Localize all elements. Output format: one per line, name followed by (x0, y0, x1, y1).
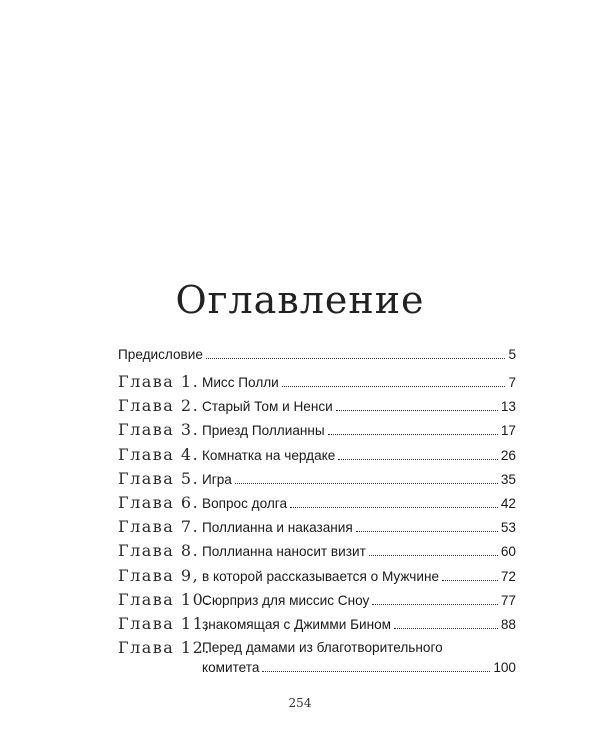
toc-entry-title: в которой рассказывается о Мужчине (202, 568, 440, 584)
toc-page-number: 17 (500, 423, 516, 439)
chapter-label: Глава 12. (118, 638, 211, 658)
chapter-label: Глава 8. (118, 541, 200, 561)
toc-entry-title: Комнатка на чердаке (202, 447, 336, 463)
dot-leader (262, 671, 490, 672)
dot-leader (372, 604, 498, 605)
chapter-label: Глава 11, (118, 613, 211, 633)
toc-entry-title: Игра (202, 471, 232, 487)
toc-entry-title: Приезд Поллианны (202, 423, 325, 439)
toc-entry-chapter-1[interactable] (118, 372, 516, 396)
toc-entry-chapter-9[interactable] (118, 566, 516, 590)
toc-page-number: 26 (500, 447, 516, 463)
toc-entry-title: Поллианна наносит визит (202, 544, 366, 560)
dot-leader (442, 580, 498, 581)
toc-entry-chapter-8[interactable] (118, 541, 516, 565)
toc-entry-preface[interactable] (118, 347, 516, 372)
toc-entry-title: Предисловие (118, 347, 203, 362)
dot-leader (235, 483, 498, 484)
toc-entry-chapter-7[interactable] (118, 517, 516, 541)
dot-leader (338, 459, 498, 460)
toc-entry-title: знакомящая с Джимми Бином (202, 616, 392, 632)
toc-entry-chapter-11[interactable] (118, 614, 516, 638)
toc-page-number: 13 (500, 399, 516, 415)
chapter-label: Глава 9, (118, 565, 200, 585)
toc-page-number: 42 (500, 495, 516, 511)
toc-entry-chapter-2[interactable] (118, 396, 516, 420)
toc-entry-chapter-10[interactable] (118, 590, 516, 614)
toc-page-number: 7 (508, 375, 516, 390)
page-title: Оглавление (175, 278, 425, 322)
dot-leader (336, 410, 498, 411)
toc-page-number: 88 (500, 616, 516, 632)
chapter-label: Глава 3. (118, 420, 200, 440)
dot-leader (328, 434, 498, 435)
chapter-label: Глава 5. (118, 468, 200, 488)
toc-entry-title: Мисс Полли (202, 375, 279, 390)
chapter-label: Глава 10. (118, 589, 211, 609)
toc-entry-chapter-6[interactable] (118, 493, 516, 517)
toc-entry-chapter-5[interactable] (118, 469, 516, 493)
dot-leader (206, 358, 506, 359)
chapter-label: Глава 2. (118, 396, 200, 416)
toc-entry-title: Поллианна и наказания (202, 520, 353, 536)
toc-entry-title-continued: комитета (202, 660, 260, 676)
toc-entry-title: Перед дамами из благотворительного (202, 640, 443, 656)
dot-leader (290, 507, 498, 508)
dot-leader (394, 628, 498, 629)
toc-page-number: 100 (493, 660, 516, 676)
chapter-label: Глава 1. (118, 372, 200, 391)
toc-entry-chapter-4[interactable] (118, 445, 516, 469)
toc-page-number: 35 (500, 471, 516, 487)
chapter-label: Глава 4. (118, 444, 200, 464)
toc-page-number: 72 (500, 568, 516, 584)
toc-entry-title: Сюрприз для миссис Сноу (202, 592, 370, 608)
dot-leader (356, 531, 498, 532)
dot-leader (282, 386, 506, 387)
toc-page-number: 53 (500, 520, 516, 536)
toc-entry-chapter-12[interactable] (118, 638, 516, 678)
dot-leader (369, 555, 498, 556)
chapter-label: Глава 6. (118, 492, 200, 512)
toc-entry-title: Старый Том и Ненси (202, 399, 333, 415)
toc-entry-chapter-3[interactable] (118, 420, 516, 444)
toc-page-number: 77 (500, 592, 516, 608)
table-of-contents (118, 347, 516, 678)
toc-page-number: 5 (508, 347, 516, 362)
toc-entry-title: Вопрос долга (202, 495, 288, 511)
page-number: 254 (288, 696, 312, 710)
toc-page-number: 60 (500, 544, 516, 560)
chapter-label: Глава 7. (118, 517, 200, 537)
